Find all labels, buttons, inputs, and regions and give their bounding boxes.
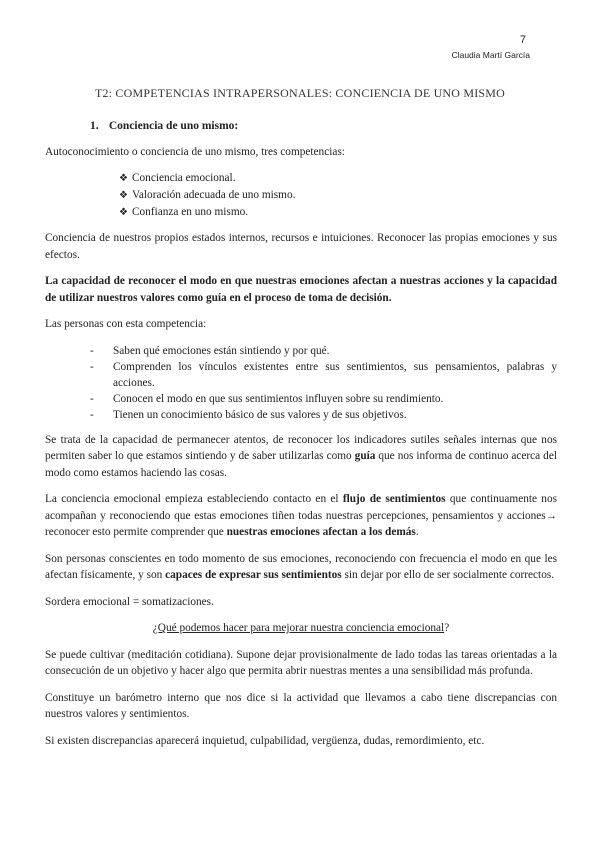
diamond-bullet-icon: ❖ [119, 190, 128, 201]
list-item: ❖ Confianza en uno mismo. [119, 204, 557, 221]
list-item: - Comprenden los vínculos existentes entre sus sentimientos, sus pensamientos, palabras y acciones. [90, 360, 557, 389]
cultivar-paragraph: Se puede cultivar (meditación cotidiana). Supone dejar provisionalmente de lado todas las tareas orientadas a la consecución de un objetivo y hacer algo que permita abrir nuestras mentes a una sensibilidad más profunda. [45, 648, 557, 677]
list-item: ❖ Valoración adecuada de uno mismo. [119, 187, 557, 204]
page-number: 7 [519, 34, 526, 46]
list-item: ❖ Conciencia emocional. [119, 170, 557, 187]
list-item: - Conocen el modo en que sus sentimientos influyen sobre su rendimiento. [90, 392, 444, 405]
capacidad-paragraph: Se trata de la capacidad de permanecer atentos, de reconocer los indicadores sutiles señales internas que nos permiten saber lo que estamos sintiendo y de saber utilizarlas como guía que nos informa de continuo acerca del modo como estamos haciendo las cosas. [45, 433, 557, 479]
question-heading: ¿Qué podemos hacer para mejorar nuestra conciencia emocional? [152, 622, 450, 634]
conscientes-paragraph: Son personas conscientes en todo momento de sus emociones, reconociendo con frecuencia el modo en que les afectan físicamente, y son capaces de expresar sus sentimientos sin dejar por ello de ser socialmente correctos. [45, 552, 557, 581]
section-heading [90, 118, 557, 135]
dash-bullet: - [90, 344, 94, 357]
list-item: - Saben qué emociones están sintiendo y por qué. [90, 344, 330, 357]
document-body [45, 118, 557, 759]
dash-bullet: - [90, 392, 94, 405]
list-item: - Tienen un conocimiento básico de sus valores y de sus objetivos. [90, 408, 407, 421]
competencias-list [45, 170, 557, 221]
dash-bullet: - [90, 360, 94, 373]
section-number: 1. [90, 120, 99, 132]
dash-bullet: - [90, 408, 94, 421]
diamond-bullet-icon: ❖ [119, 173, 128, 184]
document-title: T2: COMPETENCIAS INTRAPERSONALES: CONCIENCIA DE UNO MISMO [94, 86, 506, 100]
bold-paragraph: La capacidad de reconocer el modo en que nuestras emociones afectan a nuestras acciones y la capacidad de utilizar nuestros valores como guía en el proceso de toma de decisión. [45, 275, 557, 304]
intro-paragraph: Autoconocimiento o conciencia de uno mismo, tres competencias: [45, 145, 345, 158]
personas-intro: Las personas con esta competencia: [45, 318, 207, 330]
author-name: Claudia Martí García [451, 50, 530, 60]
barometro-paragraph: Constituye un barómetro interno que nos dice si la actividad que llevamos a cabo tiene discrepancias con nuestros valores y sentimientos. [45, 691, 557, 720]
personas-list [45, 343, 557, 423]
section-heading-text: Conciencia de uno mismo: [108, 120, 239, 132]
sordera-paragraph: Sordera emocional = somatizaciones. [45, 595, 214, 608]
diamond-bullet-icon: ❖ [119, 207, 128, 218]
definition-paragraph: Conciencia de nuestros propios estados internos, recursos e intuiciones. Reconocer las propias emociones y sus efectos. [45, 232, 557, 261]
flujo-paragraph: La conciencia emocional empieza estableciendo contacto en el flujo de sentimientos que continuamente nos acompañan y reconociendo que estas emociones tiñen todas nuestras percepciones, pensamientos y acciones→ reconocer esto permite comprender que nuestras emociones afectan a los demás. [45, 493, 557, 538]
discrepancias-paragraph: Si existen discrepancias aparecerá inquietud, culpabilidad, vergüenza, dudas, remordimiento, etc. [45, 734, 485, 747]
